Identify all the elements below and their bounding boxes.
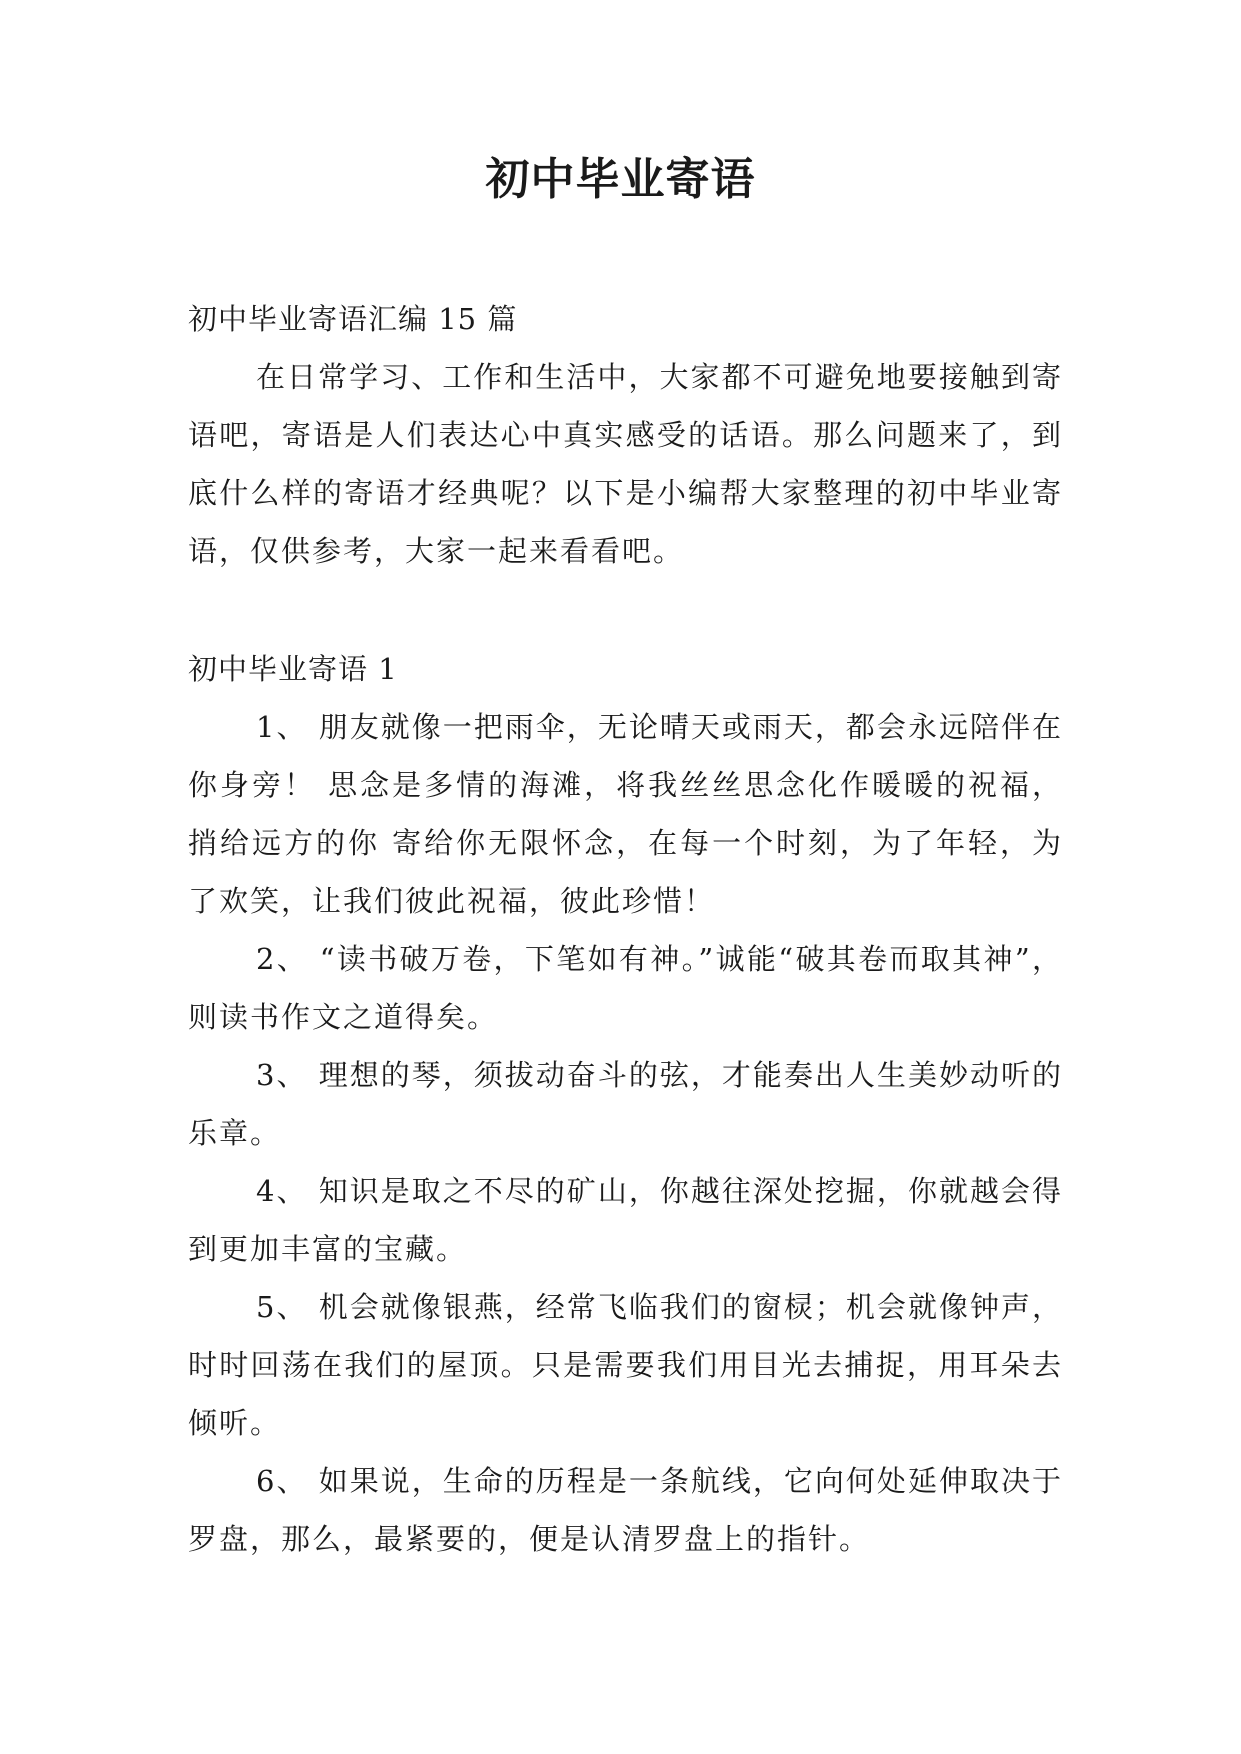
page-title: 初中毕业寄语: [485, 154, 756, 205]
collection-subtitle: 初中毕业寄语汇编 15 篇: [188, 302, 518, 336]
section-heading: 初中毕业寄语 1: [188, 652, 398, 686]
document-body: [188, 290, 1063, 1568]
intro-paragraph: 在日常学习、工作和生活中，大家都不可避免地要接触到寄语吧，寄语是人们表达心中真实感受的话语。那么问题来了，到底什么样的寄语才经典呢？以下是小编帮大家整理的初中毕业寄语，仅供参考，大家一起来看看吧。: [188, 360, 1063, 568]
list-item: 2、 “读书破万卷，下笔如有神。”诚能“破其卷而取其神”，则读书作文之道得矣。: [188, 942, 1063, 1034]
list-item: 5、 机会就像银燕，经常飞临我们的窗棂；机会就像钟声，时时回荡在我们的屋顶。只是需要我们用目光去捕捉，用耳朵去倾听。: [188, 1290, 1063, 1440]
list-item: 1、 朋友就像一把雨伞，无论晴天或雨天，都会永远陪伴在你身旁！ 思念是多情的海滩，将我丝丝思念化作暖暖的祝福，捎给远方的你 寄给你无限怀念，在每一个时刻，为了年轻，为了欢笑，让我们彼此祝福，彼此珍惜！: [188, 710, 1063, 918]
paragraph-spacer: [188, 580, 1063, 640]
list-item: 4、 知识是取之不尽的矿山，你越往深处挖掘，你就越会得到更加丰富的宝藏。: [188, 1174, 1063, 1266]
list-item: 6、 如果说，生命的历程是一条航线，它向何处延伸取决于罗盘，那么，最紧要的，便是认清罗盘上的指针。: [188, 1464, 1063, 1556]
list-item: 3、 理想的琴，须拔动奋斗的弦，才能奏出人生美妙动听的乐章。: [188, 1058, 1063, 1150]
